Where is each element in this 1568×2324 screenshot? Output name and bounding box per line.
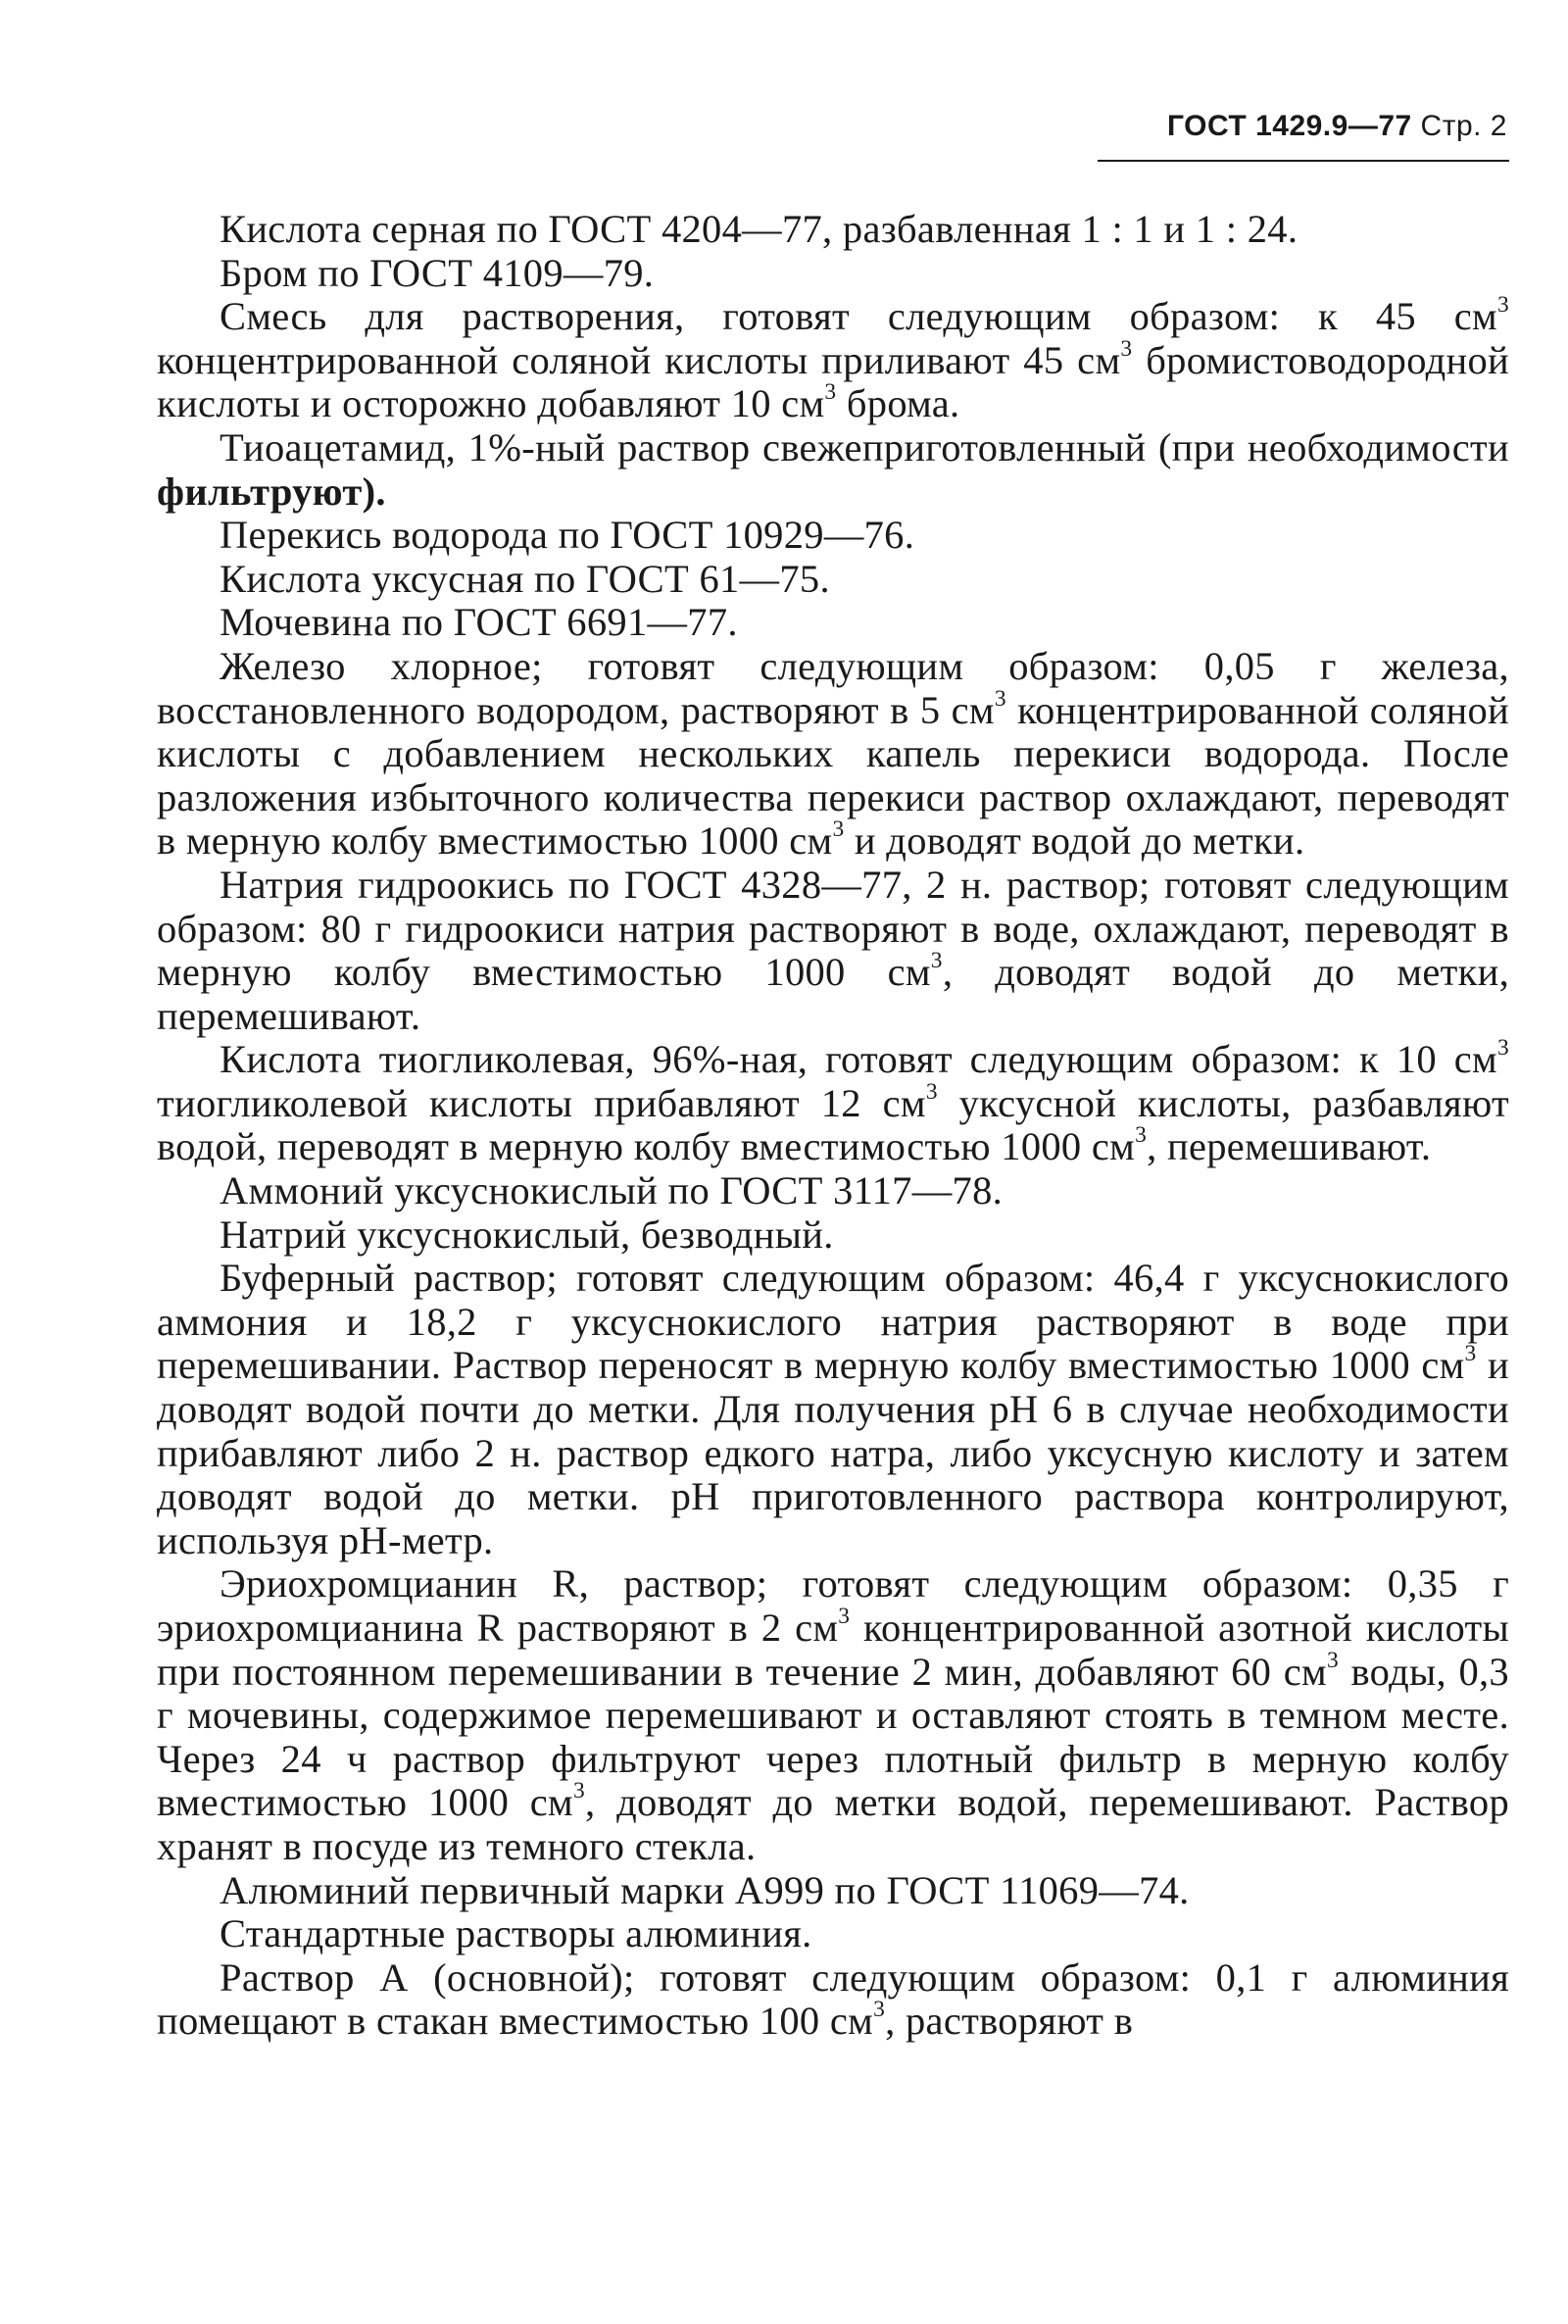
paragraph-urea: Мочевина по ГОСТ 6691—77. [220,600,738,645]
paragraph-sulfuric-acid: Кислота серная по ГОСТ 4204—77, разбавленная 1 : 1 и 1 : 24. [220,207,1298,251]
paragraph-sodium-acetate: Натрий уксуснокислый, безводный. [220,1211,834,1257]
running-header [1167,110,1507,143]
paragraph-standard-solutions: Стандартные растворы алюминия. [220,1911,812,1956]
paragraph-ammonium-acetate: Аммоний уксуснокислый по ГОСТ 3117—78. [220,1168,1004,1213]
paragraph-thioglycolic-acid: Кислота тиогликолевая, 96%-ная, готовят следующим образом: к 10 $см^3$ тиогликолевой кислоты прибавляют 12 $см^3$ уксусной кислоты, разбавляют водой, переводят в мерную колбу вместимостью 1000 $см^3$, перемешивают. [157,1035,1509,1169]
paragraph-bromine: Бром по ГОСТ 4109—79. [220,250,655,295]
paragraph-dissolution-mixture: Смесь для растворения, готовят следующим образом: к 45 $см^3$ концентрированной соляной кислоты приливают 45 $см^3$ бромистоводородной кислоты и осторожно добавляют 10 $см^3$ брома. [157,292,1509,426]
paragraph-eriochromcyanine: Эриохромцианин R, раствор; готовят следующим образом: 0,35 г эриохромцианина R растворяют в 2 $см^3$ концентрированной азотной кислоты при постоянном перемешивании в течение 2 мин, добавляют 60 $см^3$ воды, 0,3 г мочевины, содержимое перемешивают и оставляют стоять в темном месте. Через 24 ч раствор фильтруют через плотный фильтр в мерную колбу вместимостью 1000 $см^3$, доводят до метки водой, перемешивают. Раствор хранят в посуде из темного стекла. [157,1561,1509,1868]
page-label: Стр. 2 [1420,110,1507,142]
body-text [157,208,1509,2044]
paragraph-acetic-acid: Кислота уксусная по ГОСТ 61—75. [220,556,830,601]
paragraph-solution-a: Раствор А (основной); готовят следующим образом: 0,1 г алюминия помещают в стакан вместимостью 100 $см^3$, растворяют в [157,1954,1509,2044]
standard-number: ГОСТ 1429.9—77 [1167,110,1412,142]
paragraph-thioacetamide: Тиоацетамид, 1%-ный раствор свежеприготовленный (при необходимости фильтруют). [157,424,1509,514]
paragraph-primary-aluminium: Алюминий первичный марки А999 по ГОСТ 11069—74. [220,1867,1190,1912]
paragraph-ferric-chloride: Железо хлорное; готовят следующим образом: 0,05 г железа, восстановленного водородом, растворяют в 5 $см^3$ концентрированной соляной кислоты с добавлением нескольких капель перекиси водорода. После разложения избыточного количества перекиси раствор охлаждают, переводят в мерную колбу вместимостью 1000 $см^3$ и доводят водой до метки. [157,643,1510,864]
paragraph-hydrogen-peroxide: Перекись водорода по ГОСТ 10929—76. [220,513,915,558]
paragraph-sodium-hydroxide: Натрия гидроокись по ГОСТ 4328—77, 2 н. раствор; готовят следующим образом: 80 г гидроокиси натрия растворяют в воде, охлаждают, переводят в мерную колбу вместимостью 1000 $см^3$, доводят водой до метки, перемешивают. [157,862,1509,1038]
paragraph-buffer-solution: Буферный раствор; готовят следующим образом: 46,4 г уксуснокислого аммония и 18,2 г уксуснокислого натрия растворяют в воде при перемешивании. Раствор переносят в мерную колбу вместимостью 1000 $см^3$ и доводят водой почти до метки. Для получения pH 6 в случае необходимости прибавляют либо 2 н. раствор едкого натра, либо уксусную кислоту и затем доводят водой до метки. pH приготовленного раствора контролируют, используя pH-метр. [157,1256,1509,1562]
header-rule [1098,160,1509,162]
